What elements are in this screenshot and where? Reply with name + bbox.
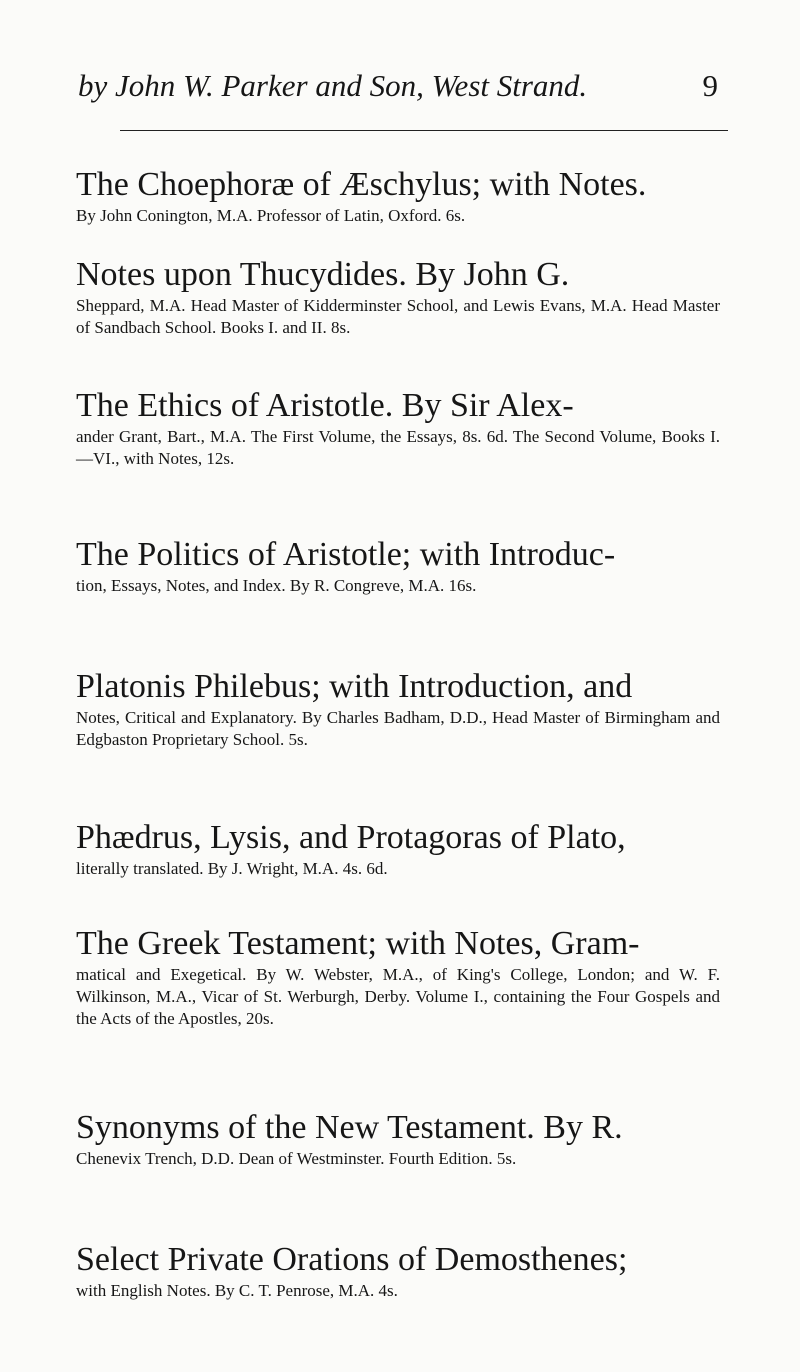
entry-title: Phædrus, Lysis, and Protagoras of Plato, [76,819,626,856]
catalogue-entry [76,924,720,1030]
entry-title: Synonyms of the New Testament. By R. [76,1109,623,1146]
catalogue-entry [76,255,720,339]
entry-description: By John Conington, M.A. Professor of Latin, Oxford. 6s. [76,206,466,225]
entry-title: The Politics of Aristotle; with Introduc- [76,536,616,573]
catalogue-entry [76,535,720,597]
catalogue-entry [76,386,720,470]
catalogue-entry [76,818,720,880]
entry-title: The Greek Testament; with Notes, Gram- [76,925,640,962]
catalogue-entry [76,1240,720,1302]
catalogue-entry [76,1108,720,1170]
entry-description: Chenevix Trench, D.D. Dean of Westminster. Fourth Edition. 5s. [76,1149,517,1168]
entry-description: matical and Exegetical. By W. Webster, M.A., of King's College, London; and W. F. Wilkinson, M.A., Vicar of St. Werburgh, Derby. Volume I., containing the Four Gospels and the Acts of the Apostles, 20s. [76,965,720,1028]
entry-description: literally translated. By J. Wright, M.A. 4s. 6d. [76,859,388,878]
entry-description: tion, Essays, Notes, and Index. By R. Congreve, M.A. 16s. [76,576,477,595]
entry-title: Select Private Orations of Demosthenes; [76,1241,628,1278]
catalogue-entry [76,667,720,751]
entry-title: Notes upon Thucydides. By John G. [76,256,570,293]
page-number: 9 [702,68,718,103]
catalogue-entry [76,165,720,227]
running-head [78,66,718,106]
entry-title: The Choephoræ of Æschylus; with Notes. [76,166,647,203]
running-title: by John W. Parker and Son, West Strand. [78,68,588,103]
header-rule [120,130,728,131]
entry-description: with English Notes. By C. T. Penrose, M.A. 4s. [76,1281,398,1300]
entry-description: Notes, Critical and Explanatory. By Charles Badham, D.D., Head Master of Birmingham and Edgbaston Proprietary School. 5s. [76,708,720,749]
entry-title: Platonis Philebus; with Introduction, and [76,668,633,705]
entry-description: ander Grant, Bart., M.A. The First Volume, the Essays, 8s. 6d. The Second Volume, Books I.—VI., with Notes, 12s. [76,427,720,468]
entry-title: The Ethics of Aristotle. By Sir Alex- [76,387,574,424]
entry-description: Sheppard, M.A. Head Master of Kidderminster School, and Lewis Evans, M.A. Head Master of Sandbach School. Books I. and II. 8s. [76,296,720,337]
